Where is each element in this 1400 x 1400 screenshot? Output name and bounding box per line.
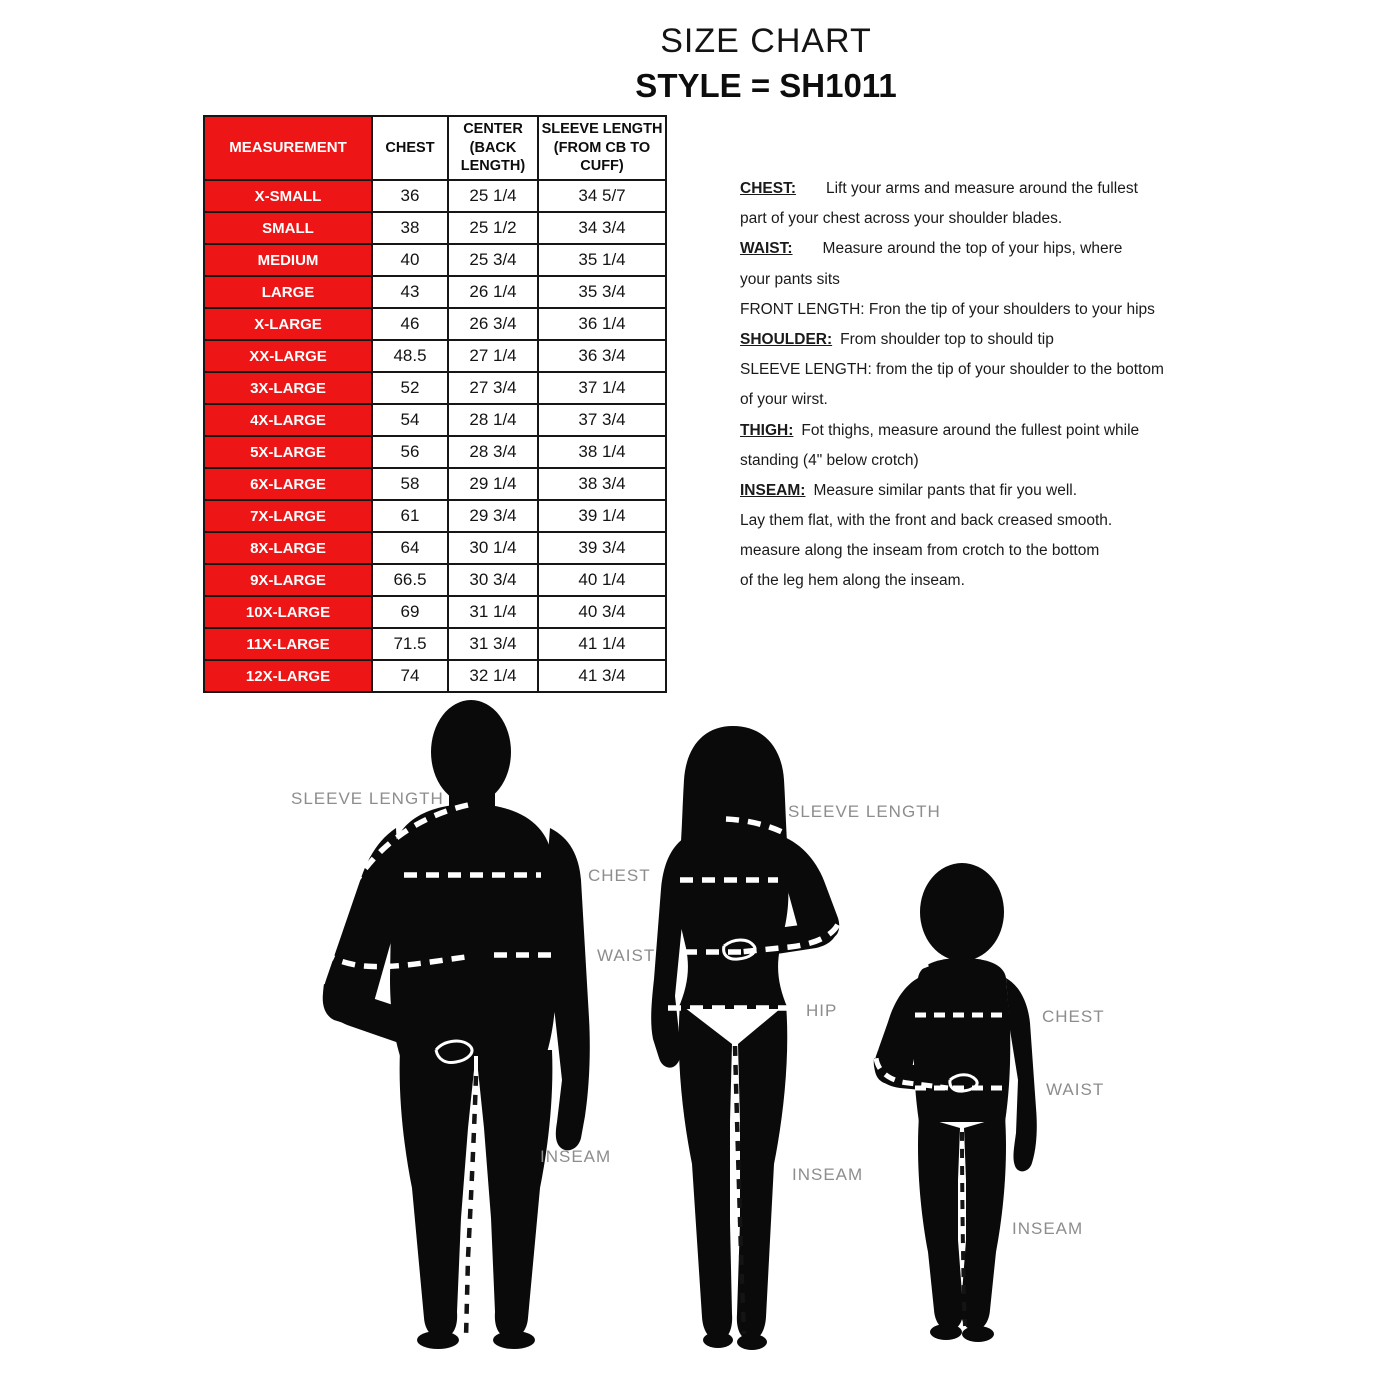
instruction-text: Lay them flat, with the front and back creased smooth.	[740, 512, 1113, 530]
instruction-text: measure along the inseam from crotch to the bottom	[740, 542, 1100, 560]
value-cell: 40 3/4	[538, 596, 666, 628]
instruction-term: THIGH:	[740, 421, 794, 439]
value-cell: 32 1/4	[448, 660, 538, 692]
value-cell: 26 1/4	[448, 276, 538, 308]
table-row	[204, 660, 666, 692]
value-cell: 27 3/4	[448, 372, 538, 404]
table-row	[204, 276, 666, 308]
value-cell: 29 3/4	[448, 500, 538, 532]
instruction-term: WAIST:	[740, 240, 793, 258]
instruction-line	[740, 301, 1180, 331]
size-table	[203, 115, 667, 693]
table-row	[204, 244, 666, 276]
value-cell: 66.5	[372, 564, 448, 596]
value-cell: 36 3/4	[538, 340, 666, 372]
man-chest-label: CHEST	[588, 866, 651, 885]
child-silhouette	[858, 860, 1105, 1350]
size-label-cell: XX-LARGE	[204, 340, 372, 372]
page-title: SIZE CHART	[660, 22, 872, 60]
child-chest-label: CHEST	[1042, 1007, 1105, 1026]
table-row	[204, 564, 666, 596]
value-cell: 35 1/4	[538, 244, 666, 276]
table-row	[204, 180, 666, 212]
size-label-cell: 5X-LARGE	[204, 436, 372, 468]
value-cell: 34 3/4	[538, 212, 666, 244]
value-cell: 71.5	[372, 628, 448, 660]
instruction-text: part of your chest across your shoulder blades.	[740, 210, 1063, 228]
value-cell: 54	[372, 404, 448, 436]
value-cell: 36	[372, 180, 448, 212]
table-row	[204, 500, 666, 532]
value-cell: 34 5/7	[538, 180, 666, 212]
instruction-text: your pants sits	[740, 270, 840, 288]
instruction-text: of the leg hem along the inseam.	[740, 572, 965, 590]
instruction-line	[740, 271, 1180, 301]
value-cell: 74	[372, 660, 448, 692]
size-label-cell: X-SMALL	[204, 180, 372, 212]
value-cell: 37 1/4	[538, 372, 666, 404]
instruction-text: Measure similar pants that fir you well.	[813, 481, 1078, 499]
measuring-instructions	[740, 180, 1180, 603]
value-cell: 40 1/4	[538, 564, 666, 596]
title-block	[635, 22, 896, 105]
value-cell: 38 3/4	[538, 468, 666, 500]
instruction-text: Measure around the top of your hips, where	[822, 240, 1123, 258]
instruction-line	[740, 542, 1180, 572]
value-cell: 58	[372, 468, 448, 500]
woman-inseam-label: INSEAM	[792, 1165, 864, 1184]
table-row	[204, 404, 666, 436]
size-label-cell: SMALL	[204, 212, 372, 244]
value-cell: 61	[372, 500, 448, 532]
child-inseam-label: INSEAM	[1012, 1219, 1084, 1238]
value-cell: 46	[372, 308, 448, 340]
instruction-line	[740, 572, 1180, 602]
value-cell: 25 1/4	[448, 180, 538, 212]
value-cell: 52	[372, 372, 448, 404]
value-cell: 64	[372, 532, 448, 564]
instruction-text: of your wirst.	[740, 391, 828, 409]
value-cell: 25 3/4	[448, 244, 538, 276]
value-cell: 41 1/4	[538, 628, 666, 660]
instruction-line	[740, 180, 1180, 210]
table-row	[204, 628, 666, 660]
size-label-cell: 11X-LARGE	[204, 628, 372, 660]
instruction-text: SLEEVE LENGTH: from the tip of your shoulder to the bottom	[740, 361, 1164, 379]
size-label-cell: X-LARGE	[204, 308, 372, 340]
value-cell: 28 1/4	[448, 404, 538, 436]
instruction-line	[740, 331, 1180, 361]
value-cell: 31 3/4	[448, 628, 538, 660]
value-cell: 36 1/4	[538, 308, 666, 340]
value-cell: 48.5	[372, 340, 448, 372]
man-inseam-label: INSEAM	[540, 1147, 612, 1166]
table-row	[204, 308, 666, 340]
instruction-line	[740, 361, 1180, 391]
value-cell: 38 1/4	[538, 436, 666, 468]
size-label-cell: 8X-LARGE	[204, 532, 372, 564]
value-cell: 37 3/4	[538, 404, 666, 436]
instruction-text: standing (4" below crotch)	[740, 451, 919, 469]
value-cell: 25 1/2	[448, 212, 538, 244]
instruction-text: From shoulder top to should tip	[840, 330, 1054, 348]
column-header-1: CHEST	[372, 116, 448, 180]
table-row	[204, 340, 666, 372]
value-cell: 41 3/4	[538, 660, 666, 692]
value-cell: 27 1/4	[448, 340, 538, 372]
instruction-text: FRONT LENGTH: Fron the tip of your shoulders to your hips	[740, 300, 1155, 318]
table-row	[204, 468, 666, 500]
value-cell: 56	[372, 436, 448, 468]
woman-sleeve-length-label: SLEEVE LENGTH	[788, 802, 941, 821]
instruction-term: CHEST:	[740, 180, 796, 197]
column-header-2: CENTER (BACK LENGTH)	[448, 116, 538, 180]
column-header-0: MEASUREMENT	[204, 116, 372, 180]
value-cell: 43	[372, 276, 448, 308]
table-row	[204, 436, 666, 468]
value-cell: 26 3/4	[448, 308, 538, 340]
value-cell: 40	[372, 244, 448, 276]
size-label-cell: 4X-LARGE	[204, 404, 372, 436]
table-row	[204, 532, 666, 564]
value-cell: 38	[372, 212, 448, 244]
size-label-cell: 10X-LARGE	[204, 596, 372, 628]
size-label-cell: 7X-LARGE	[204, 500, 372, 532]
instruction-text: Fot thighs, measure around the fullest point while	[801, 421, 1140, 439]
table-row	[204, 212, 666, 244]
instruction-line	[740, 422, 1180, 452]
man-sleeve-length-label: SLEEVE LENGTH	[291, 789, 444, 808]
value-cell: 30 1/4	[448, 532, 538, 564]
value-cell: 31 1/4	[448, 596, 538, 628]
column-header-3: SLEEVE LENGTH (FROM CB TO CUFF)	[538, 116, 666, 180]
instruction-line	[740, 452, 1180, 482]
style-subtitle: STYLE = SH1011	[635, 67, 897, 104]
instruction-line	[740, 512, 1180, 542]
size-label-cell: 9X-LARGE	[204, 564, 372, 596]
instruction-term: INSEAM:	[740, 481, 806, 499]
value-cell: 28 3/4	[448, 436, 538, 468]
size-label-cell: MEDIUM	[204, 244, 372, 276]
value-cell: 39 3/4	[538, 532, 666, 564]
size-label-cell: 6X-LARGE	[204, 468, 372, 500]
instruction-text: Lift your arms and measure around the fullest	[825, 180, 1138, 197]
table-row	[204, 372, 666, 404]
table-row	[204, 596, 666, 628]
size-label-cell: LARGE	[204, 276, 372, 308]
size-label-cell: 12X-LARGE	[204, 660, 372, 692]
value-cell: 29 1/4	[448, 468, 538, 500]
man-waist-label: WAIST	[597, 946, 656, 965]
instruction-line	[740, 482, 1180, 512]
value-cell: 35 3/4	[538, 276, 666, 308]
instruction-line	[740, 240, 1180, 270]
value-cell: 30 3/4	[448, 564, 538, 596]
size-label-cell: 3X-LARGE	[204, 372, 372, 404]
woman-hip-label: HIP	[806, 1001, 838, 1020]
child-waist-label: WAIST	[1046, 1080, 1105, 1099]
value-cell: 69	[372, 596, 448, 628]
instruction-line	[740, 210, 1180, 240]
value-cell: 39 1/4	[538, 500, 666, 532]
instruction-term: SHOULDER:	[740, 330, 833, 348]
table-header-row	[204, 116, 666, 180]
instruction-line	[740, 391, 1180, 421]
